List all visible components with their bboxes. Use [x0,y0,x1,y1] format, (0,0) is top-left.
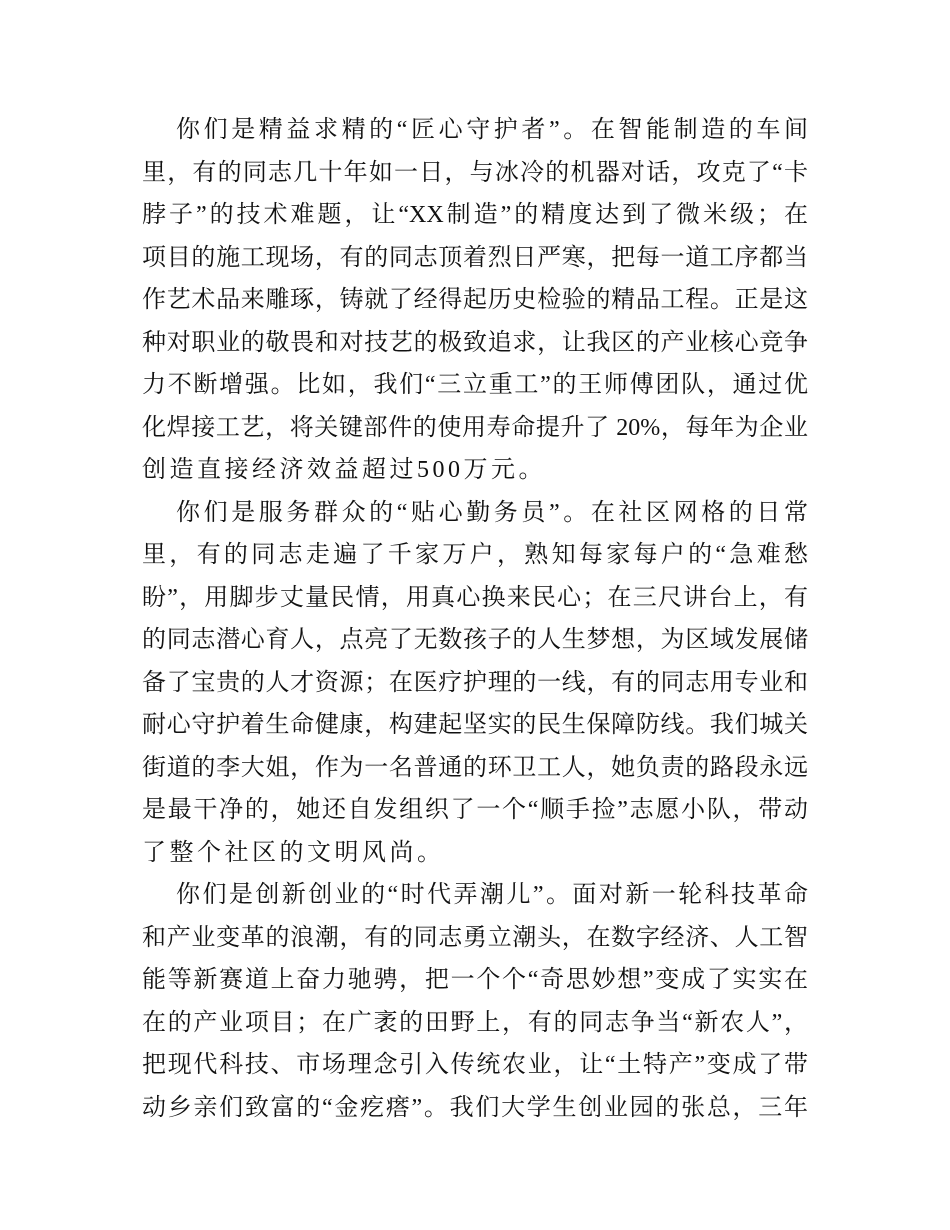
text-line: 里，有的同志走遍了千家万户，熟知每家每户的“急难愁 [142,542,808,568]
text-line: 你们是精益求精的“匠心守护者”。在智能制造的车间 [176,117,808,143]
document-page [142,109,808,1129]
text-line: 街道的李大姐，作为一名普通的环卫工人，她负责的路段永远 [142,754,808,781]
text-line: 是最干净的，她还自发组织了一个“顺手捡”志愿小队，带动 [142,797,808,823]
text-line: 在的产业项目；在广袤的田野上，有的同志争当“新农人”， [142,1009,808,1036]
text-line: 耐心守护着生命健康，构建起坚实的民生保障防线。我们城关 [142,712,808,738]
text-line: 你们是服务群众的“贴心勤务员”。在社区网格的日常 [176,499,808,526]
text-line: 你们是创新创业的“时代弄潮儿”。面对新一轮科技革命 [176,882,808,908]
text-line: 力不断增强。比如，我们“三立重工”的王师傅团队，通过优 [142,372,808,398]
text-line: 脖子”的技术难题，让“XX制造”的精度达到了微米级；在 [142,202,808,228]
paragraph [142,109,808,492]
paragraph [142,874,808,1129]
text-line: 项目的施工现场，有的同志顶着烈日严寒，把每一道工序都当 [142,244,808,271]
text-line: 创造直接经济效益超过500万元。 [142,457,546,483]
text-line: 能等新赛道上奋力驰骋，把一个个“奇思妙想”变成了实实在 [142,967,808,993]
text-line: 种对职业的敬畏和对技艺的极致追求，让我区的产业核心竞争 [142,329,808,356]
text-line: 备了宝贵的人才资源；在医疗护理的一线，有的同志用专业和 [142,669,808,696]
text-line: 作艺术品来雕琢，铸就了经得起历史检验的精品工程。正是这 [142,287,808,313]
paragraph [142,492,808,875]
text-line: 动乡亲们致富的“金疙瘩”。我们大学生创业园的张总，三年 [142,1094,808,1121]
text-line: 里，有的同志几十年如一日，与冰冷的机器对话，攻克了“卡 [142,159,808,186]
text-line: 把现代科技、市场理念引入传统农业，让“土特产”变成了带 [142,1052,808,1078]
text-line: 了整个社区的文明风尚。 [142,839,445,866]
text-line: 盼”，用脚步丈量民情，用真心换来民心；在三尺讲台上，有 [142,584,808,611]
text-line: 化焊接工艺，将关键部件的使用寿命提升了 20%，每年为企业 [142,414,808,441]
text-line: 和产业变革的浪潮，有的同志勇立潮头，在数字经济、人工智 [142,924,808,951]
text-line: 的同志潜心育人，点亮了无数孩子的人生梦想，为区域发展储 [142,627,808,653]
